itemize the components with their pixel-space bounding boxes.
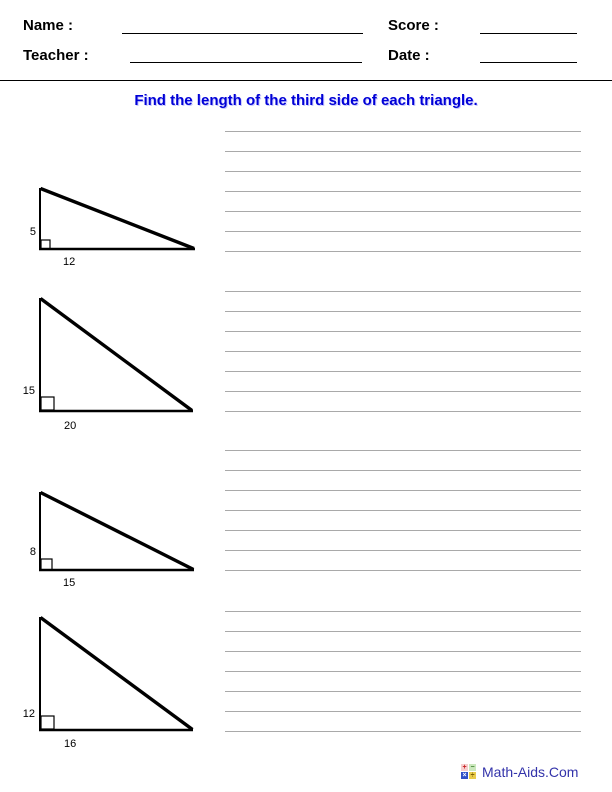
teacher-label: Teacher : [23,47,89,64]
answer-line [225,631,581,632]
answer-line [225,530,581,531]
triangle-4 [39,617,193,731]
times-icon: × [462,772,467,779]
answer-lines-group-3 [225,450,581,572]
minus-icon: − [470,764,475,771]
answer-line [225,391,581,392]
answer-line [225,151,581,152]
score-underline [480,33,577,34]
answer-line [225,570,581,571]
answer-line [225,291,581,292]
right-angle-marker-4 [41,716,54,729]
brand-name: Math-Aids.Com [482,764,579,780]
worksheet-title: Find the length of the third side of each triangle. [134,92,478,109]
right-angle-marker-2 [41,397,54,410]
triangle-3-horizontal-label: 15 [63,577,76,589]
answer-line [225,731,581,732]
name-underline [122,33,363,34]
answer-line [225,711,581,712]
teacher-underline [130,62,362,63]
answer-line [225,611,581,612]
answer-line [225,450,581,451]
answer-line [225,131,581,132]
header-divider [0,80,612,81]
right-angle-marker-3 [41,559,52,570]
triangle-4-vertical-label: 12 [22,708,35,720]
triangle-3-vertical-label: 8 [29,546,36,558]
triangle-1-vertical-label: 5 [29,226,36,238]
triangle-1 [39,188,195,250]
answer-line [225,651,581,652]
plus-icon: + [462,764,467,771]
divide-icon: ÷ [470,772,475,779]
answer-line [225,251,581,252]
date-underline [480,62,577,63]
answer-line [225,550,581,551]
name-label: Name : [23,17,74,34]
answer-line [225,211,581,212]
triangle-2-horizontal-label: 20 [64,420,77,432]
answer-line [225,490,581,491]
answer-lines-group-2 [225,291,581,413]
answer-line [225,510,581,511]
triangle-1-horizontal-label: 12 [63,256,76,268]
answer-line [225,311,581,312]
triangle-2 [39,298,193,412]
answer-line [225,411,581,412]
answer-line [225,371,581,372]
triangle-4-horizontal-label: 16 [64,738,77,750]
answer-line [225,331,581,332]
answer-line [225,191,581,192]
score-label: Score : [388,17,439,34]
answer-line [225,351,581,352]
answer-line [225,171,581,172]
answer-line [225,691,581,692]
answer-lines-group-4 [225,611,581,733]
answer-lines-group-1 [225,131,581,253]
triangle-2-vertical-label: 15 [22,385,35,397]
footer-brand [461,763,578,781]
right-angle-marker-1 [41,240,50,249]
answer-line [225,671,581,672]
answer-line [225,470,581,471]
math-aids-logo-icon [461,764,477,780]
answer-line [225,231,581,232]
triangle-3 [39,492,194,571]
date-label: Date : [388,47,430,64]
